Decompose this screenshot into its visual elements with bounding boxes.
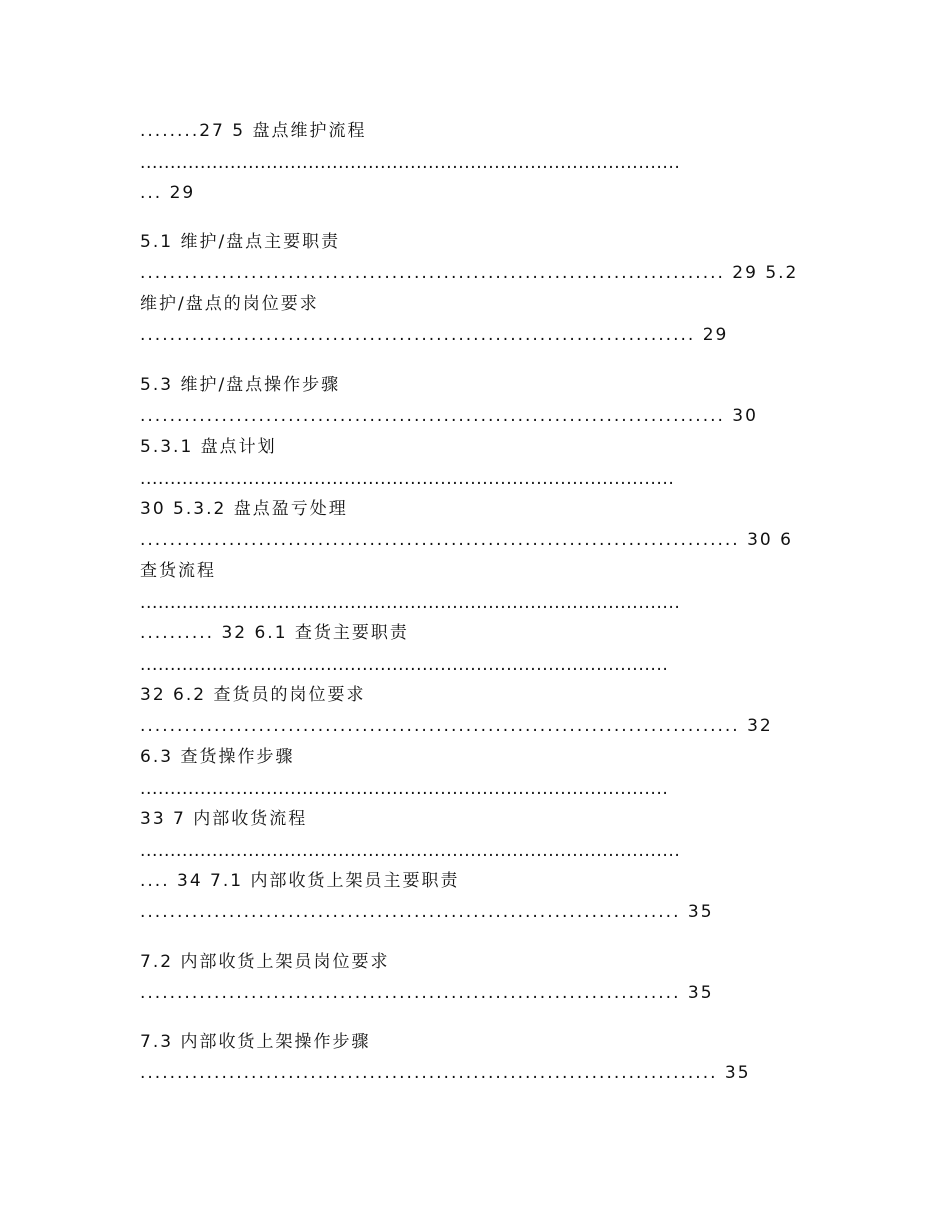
toc-leader-line: ........................................................................................ <box>140 655 669 675</box>
toc-line: ................................................................................. 32 <box>140 716 773 736</box>
toc-line: ........27 5 盘点维护流程 <box>140 121 367 141</box>
toc-leader-line: .......................................................................................... <box>140 593 681 613</box>
toc-line: 5.1 维护/盘点主要职责 <box>140 232 341 252</box>
toc-line: .... 34 7.1 内部收货上架员主要职责 <box>140 871 460 891</box>
toc-line: ................................................................................. 30 6 <box>140 530 793 550</box>
toc-line: .......... 32 6.1 查货主要职责 <box>140 623 409 643</box>
toc-line: ............................................................................... 30 <box>140 406 758 426</box>
toc-leader-line: .......................................................................................... <box>140 153 681 173</box>
toc-line: 查货流程 <box>140 561 216 581</box>
toc-line: 6.3 查货操作步骤 <box>140 747 295 767</box>
toc-line: 7.3 内部收货上架操作步骤 <box>140 1032 371 1052</box>
toc-line: 5.3 维护/盘点操作步骤 <box>140 375 341 395</box>
toc-line: 维护/盘点的岗位要求 <box>140 294 319 314</box>
toc-line: 32 6.2 查货员的岗位要求 <box>140 685 366 705</box>
toc-line: 5.3.1 盘点计划 <box>140 437 277 457</box>
toc-line: ......................................................................... 35 <box>140 983 714 1003</box>
toc-leader-line: ........................................................................................ <box>140 779 669 799</box>
toc-line: 33 7 内部收货流程 <box>140 809 308 829</box>
toc-line: ............................................................................... 29 5.2 <box>140 263 799 283</box>
toc-line: .............................................................................. 35 <box>140 1063 751 1083</box>
toc-line: ........................................................................... 29 <box>140 325 729 345</box>
toc-leader-line: .......................................................................................... <box>140 841 681 861</box>
toc-line: 7.2 内部收货上架员岗位要求 <box>140 952 390 972</box>
toc-line: ......................................................................... 35 <box>140 902 714 922</box>
toc-leader-line: ......................................................................................... <box>140 469 675 489</box>
toc-line: ... 29 <box>140 183 196 203</box>
toc-line: 30 5.3.2 盘点盈亏处理 <box>140 499 348 519</box>
